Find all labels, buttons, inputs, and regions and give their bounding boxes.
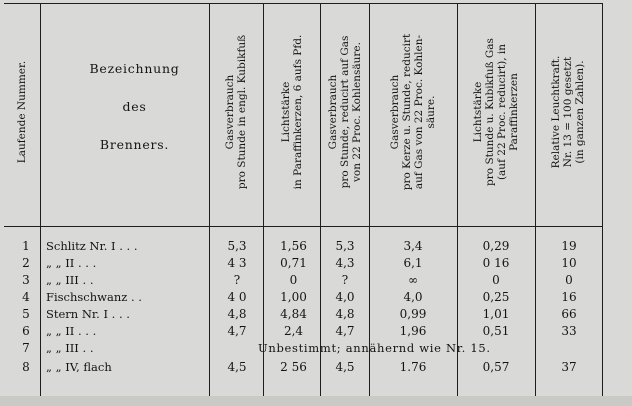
header-lichtstaerke-pro-kubikfuss: Lichtstärke pro Stunde u. Kubikfuß Gas (auf 22 Proc. reducirt), in Paraffinkerzen xyxy=(472,38,520,186)
header-gasverbrauch-pro-kerze: Gasverbrauch pro Kerze u. Stunde, reducirt auf Gas von 22 Proc. Kohlen- säure. xyxy=(389,33,437,191)
header-gasverbrauch: Gasverbrauch pro Stunde in engl. Kubikfuß xyxy=(224,34,248,190)
header-laufende-nummer: Laufende Nummer. xyxy=(16,60,28,164)
table-row: 7 „ „ III . . Unbestimmt; annähernd wie Nr. 15. xyxy=(22,341,491,355)
header-bezeichnung: Bezeichnung des Brenners. xyxy=(89,61,180,152)
table-row: 5 Stern Nr. I . . . 4,8 4,84 4,8 0,99 1,01 66 xyxy=(22,307,577,321)
page-edge xyxy=(0,396,632,406)
table-row: 8 „ „ IV, flach 4,5 2 56 4,5 1.76 0,57 37 xyxy=(22,360,577,374)
header-lichtstaerke: Lichtstärke in Paraffinkerzen, 6 aufs Pfd. xyxy=(280,34,304,190)
table-row: 1 Schlitz Nr. I . . . 5,3 1,56 5,3 3,4 0,29 19 xyxy=(22,239,577,253)
header-gasverbrauch-reducirt: Gasverbrauch pro Stunde, reducirt auf Gas von 22 Proc. Kohlensäure. xyxy=(327,35,363,189)
table-row: 2 „ „ II . . . 4 3 0,71 4,3 6,1 0 16 10 xyxy=(22,256,577,270)
header-rule xyxy=(4,226,602,227)
table-row: 3 „ „ III . . ? 0 ? ∞ 0 0 xyxy=(22,273,573,287)
table-row: 4 Fischschwanz . . 4 0 1,00 4,0 4,0 0,25 16 xyxy=(22,290,577,304)
table-row: 6 „ „ II . . . 4,7 2,4 4,7 1,96 0,51 33 xyxy=(22,324,577,338)
header-relative-leuchtkraft: Relative Leuchtkraft. Nr. 13 = 100 gesetzt (in ganzen Zahlen). xyxy=(550,55,586,169)
